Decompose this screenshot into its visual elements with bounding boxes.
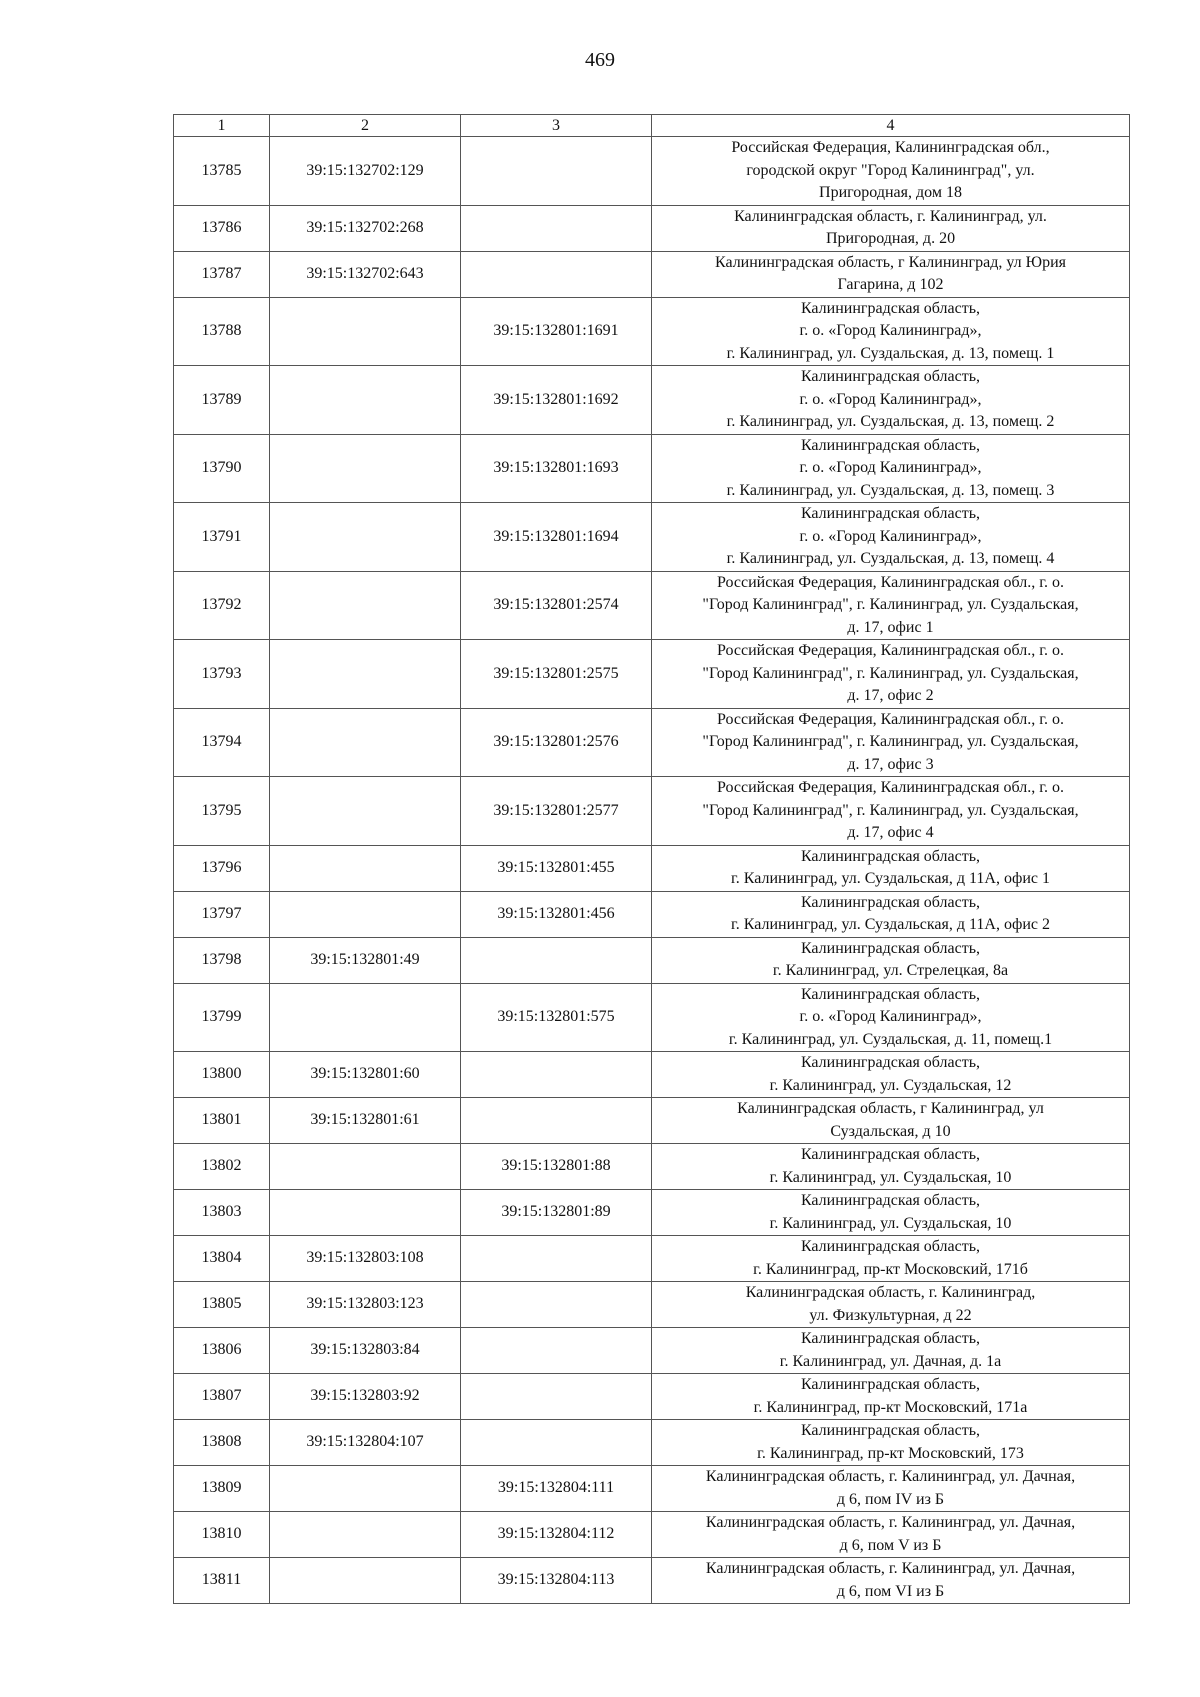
address-line: Калининградская область,	[800, 1422, 981, 1439]
address-cell	[652, 1098, 1130, 1144]
address-line: Суздальская, д 10	[830, 1122, 951, 1140]
table-row	[174, 1236, 1130, 1282]
address-line: Калининградская область,	[800, 1376, 981, 1393]
table-row	[174, 434, 1130, 503]
row-number-cell: 13788	[174, 297, 270, 366]
address-cell	[652, 1512, 1130, 1558]
cadastral-number-cell: 39:15:132801:60	[270, 1052, 461, 1098]
header-col-3: 3	[461, 115, 652, 137]
cadastral-number-cell: 39:15:132801:1693	[461, 434, 652, 503]
address-cell	[652, 1144, 1130, 1190]
address-line: Калининградская область,	[800, 1192, 981, 1209]
cadastral-number-cell: 39:15:132804:111	[461, 1466, 652, 1512]
address-cell	[652, 366, 1130, 435]
cadastral-number-cell: 39:15:132801:1692	[461, 366, 652, 435]
cadastral-number-cell	[461, 205, 652, 251]
row-number-cell: 13785	[174, 137, 270, 206]
address-line: г. о. «Город Калининград»,	[799, 1008, 982, 1025]
address-cell	[652, 571, 1130, 640]
row-number-cell: 13809	[174, 1466, 270, 1512]
row-number-cell: 13790	[174, 434, 270, 503]
address-cell	[652, 708, 1130, 777]
address-line: "Город Калининград", г. Калининград, ул. Суздальская,	[702, 596, 1079, 613]
row-number-cell: 13806	[174, 1328, 270, 1374]
address-line: Пригородная, дом 18	[819, 184, 962, 201]
cadastral-number-cell	[270, 434, 461, 503]
table-row	[174, 1098, 1130, 1144]
address-cell	[652, 1466, 1130, 1512]
cadastral-number-cell	[461, 1420, 652, 1466]
cadastral-number-cell: 39:15:132702:643	[270, 251, 461, 297]
cadastral-number-cell: 39:15:132804:112	[461, 1512, 652, 1558]
table-row	[174, 1374, 1130, 1420]
cadastral-number-cell: 39:15:132801:89	[461, 1190, 652, 1236]
row-number-cell: 13793	[174, 640, 270, 709]
cadastral-number-cell: 39:15:132803:92	[270, 1374, 461, 1420]
table-row	[174, 137, 1130, 206]
table-row	[174, 297, 1130, 366]
cadastral-number-cell	[270, 1466, 461, 1512]
row-number-cell: 13794	[174, 708, 270, 777]
address-line: г. о. «Город Калининград»,	[799, 390, 982, 408]
table-row	[174, 366, 1130, 435]
address-cell	[652, 891, 1130, 937]
table-header	[174, 115, 1130, 137]
row-number-cell: 13796	[174, 845, 270, 891]
table-row	[174, 937, 1130, 983]
cadastral-number-cell: 39:15:132801:456	[461, 891, 652, 937]
row-number-cell: 13791	[174, 503, 270, 572]
registry-table	[173, 114, 1130, 1604]
cadastral-number-cell	[270, 640, 461, 709]
address-line: "Город Калининград", г. Калининград, ул. Суздальская,	[702, 733, 1079, 750]
table-body	[174, 137, 1130, 1604]
cadastral-number-cell	[461, 1236, 652, 1282]
table-row	[174, 983, 1130, 1052]
cadastral-number-cell	[270, 1512, 461, 1558]
address-line: г. о. «Город Калининград»,	[799, 459, 982, 476]
address-line: г. Калининград, ул. Суздальская, д. 13, помещ. 4	[726, 550, 1055, 567]
cadastral-number-cell	[270, 708, 461, 777]
address-line: д 6, пом VI из Б	[836, 1582, 945, 1600]
row-number-cell: 13798	[174, 937, 270, 983]
address-line: Российская Федерация, Калининградская обл., г. о.	[717, 573, 1064, 591]
cadastral-number-cell	[461, 1328, 652, 1374]
table-row	[174, 1190, 1130, 1236]
address-line: г. Калининград, ул. Суздальская, 12	[769, 1076, 1012, 1094]
row-number-cell: 13801	[174, 1098, 270, 1144]
address-cell	[652, 1374, 1130, 1420]
address-line: ул. Физкультурная, д 22	[809, 1306, 972, 1324]
cadastral-number-cell: 39:15:132801:1694	[461, 503, 652, 572]
address-line: Калининградская область, г. Калининград, ул. Дачная,	[705, 1514, 1076, 1531]
address-line: Калининградская область,	[800, 1146, 981, 1163]
address-cell	[652, 137, 1130, 206]
table-row	[174, 845, 1130, 891]
address-line: г. Калининград, ул. Суздальская, 10	[769, 1214, 1012, 1232]
address-line: г. Калининград, пр-кт Московский, 173	[757, 1444, 1024, 1462]
address-line: д. 17, офис 3	[847, 755, 934, 773]
cadastral-number-cell: 39:15:132803:123	[270, 1282, 461, 1328]
address-line: д. 17, офис 2	[847, 687, 934, 704]
row-number-cell: 13799	[174, 983, 270, 1052]
address-line: Гагарина, д 102	[837, 276, 944, 293]
cadastral-number-cell: 39:15:132801:575	[461, 983, 652, 1052]
address-line: г. Калининград, ул. Стрелецкая, 8а	[772, 962, 1009, 979]
row-number-cell: 13800	[174, 1052, 270, 1098]
address-cell	[652, 1558, 1130, 1604]
cadastral-number-cell	[461, 1098, 652, 1144]
cadastral-number-cell: 39:15:132801:2576	[461, 708, 652, 777]
address-line: Калининградская область, г. Калининград,	[745, 1284, 1036, 1301]
address-line: Калининградская область, г Калининград, ул	[737, 1100, 1044, 1117]
address-line: Российская Федерация, Калининградская обл., г. о.	[717, 642, 1064, 659]
cadastral-number-cell: 39:15:132702:129	[270, 137, 461, 206]
address-line: Калининградская область,	[800, 893, 981, 911]
row-number-cell: 13802	[174, 1144, 270, 1190]
address-line: г. Калининград, ул. Суздальская, д. 13, помещ. 3	[726, 481, 1055, 499]
row-number-cell: 13810	[174, 1512, 270, 1558]
cadastral-number-cell	[270, 503, 461, 572]
table-row	[174, 503, 1130, 572]
address-line: Калининградская область,	[800, 985, 981, 1003]
address-cell	[652, 845, 1130, 891]
address-cell	[652, 205, 1130, 251]
cadastral-number-cell	[270, 891, 461, 937]
address-line: г. Калининград, пр-кт Московский, 171б	[753, 1260, 1028, 1278]
address-cell	[652, 1190, 1130, 1236]
address-cell	[652, 1052, 1130, 1098]
table-row	[174, 1512, 1130, 1558]
address-cell	[652, 1282, 1130, 1328]
row-number-cell: 13789	[174, 366, 270, 435]
address-line: городской округ "Город Калининград", ул.	[746, 161, 1035, 179]
address-line: д. 17, офис 4	[847, 824, 934, 841]
cadastral-number-cell: 39:15:132803:84	[270, 1328, 461, 1374]
header-row	[174, 115, 1130, 137]
cadastral-number-cell	[270, 1190, 461, 1236]
row-number-cell: 13807	[174, 1374, 270, 1420]
address-cell	[652, 297, 1130, 366]
table-row	[174, 1144, 1130, 1190]
address-line: д 6, пом V из Б	[839, 1536, 942, 1554]
address-line: Калининградская область,	[800, 299, 981, 317]
table-row	[174, 1466, 1130, 1512]
address-cell	[652, 1328, 1130, 1374]
row-number-cell: 13804	[174, 1236, 270, 1282]
cadastral-number-cell	[461, 251, 652, 297]
table-row	[174, 777, 1130, 846]
cadastral-number-cell	[270, 297, 461, 366]
address-line: г. о. «Город Калининград»,	[799, 322, 982, 339]
address-cell	[652, 503, 1130, 572]
table-row	[174, 205, 1130, 251]
table-row	[174, 251, 1130, 297]
cadastral-number-cell	[270, 1558, 461, 1604]
address-line: г. Калининград, ул. Суздальская, д. 11, помещ.1	[728, 1030, 1053, 1048]
address-cell	[652, 1420, 1130, 1466]
cadastral-number-cell: 39:15:132801:2577	[461, 777, 652, 846]
header-col-1: 1	[174, 115, 270, 137]
cadastral-number-cell	[270, 777, 461, 846]
address-line: Калининградская область, г Калининград, ул Юрия	[714, 253, 1066, 271]
address-line: Калининградская область, г. Калининград, ул.	[734, 207, 1047, 225]
address-line: г. о. «Город Калининград»,	[799, 527, 982, 545]
cadastral-number-cell: 39:15:132801:61	[270, 1098, 461, 1144]
address-line: Калининградская область,	[800, 1330, 981, 1347]
row-number-cell: 13803	[174, 1190, 270, 1236]
row-number-cell: 13792	[174, 571, 270, 640]
address-line: Калининградская область,	[800, 1238, 981, 1255]
header-col-2: 2	[270, 115, 461, 137]
cadastral-number-cell: 39:15:132801:1691	[461, 297, 652, 366]
address-line: Калининградская область,	[800, 368, 981, 385]
row-number-cell: 13787	[174, 251, 270, 297]
cadastral-number-cell	[270, 845, 461, 891]
address-line: г. Калининград, ул. Суздальская, 10	[769, 1168, 1012, 1186]
address-line: г. Калининград, ул. Суздальская, д 11А, офис 1	[731, 870, 1050, 887]
address-cell	[652, 983, 1130, 1052]
address-line: г. Калининград, ул. Суздальская, д. 13, помещ. 1	[726, 344, 1055, 362]
address-line: Российская Федерация, Калининградская обл., г. о.	[717, 779, 1064, 796]
table-row	[174, 1282, 1130, 1328]
table-row	[174, 1558, 1130, 1604]
address-line: Калининградская область, г. Калининград, ул. Дачная,	[705, 1560, 1076, 1577]
address-line: Калининградская область,	[800, 436, 981, 454]
address-line: д 6, пом IV из Б	[836, 1490, 945, 1508]
row-number-cell: 13786	[174, 205, 270, 251]
address-line: г. Калининград, ул. Суздальская, д 11А, офис 2	[731, 916, 1050, 933]
address-cell	[652, 251, 1130, 297]
address-line: Калининградская область, г. Калининград, ул. Дачная,	[705, 1468, 1076, 1485]
address-line: Калининградская область,	[800, 847, 981, 865]
address-line: "Город Калининград", г. Калининград, ул. Суздальская,	[702, 801, 1079, 819]
address-line: г. Калининград, ул. Дачная, д. 1а	[779, 1352, 1002, 1370]
address-line: "Город Калининград", г. Калининград, ул. Суздальская,	[702, 664, 1079, 682]
cadastral-number-cell: 39:15:132702:268	[270, 205, 461, 251]
table-row	[174, 571, 1130, 640]
table-row	[174, 1420, 1130, 1466]
address-cell	[652, 1236, 1130, 1282]
address-cell	[652, 777, 1130, 846]
cadastral-number-cell	[270, 571, 461, 640]
address-line: Калининградская область,	[800, 505, 981, 522]
cadastral-number-cell	[461, 937, 652, 983]
row-number-cell: 13811	[174, 1558, 270, 1604]
cadastral-number-cell: 39:15:132801:2575	[461, 640, 652, 709]
table-row	[174, 891, 1130, 937]
cadastral-number-cell	[461, 137, 652, 206]
cadastral-number-cell	[461, 1282, 652, 1328]
address-cell	[652, 937, 1130, 983]
table-row	[174, 640, 1130, 709]
cadastral-number-cell	[461, 1052, 652, 1098]
header-col-4: 4	[652, 115, 1130, 137]
cadastral-number-cell	[270, 983, 461, 1052]
cadastral-number-cell: 39:15:132801:88	[461, 1144, 652, 1190]
address-line: Пригородная, д. 20	[825, 230, 956, 247]
address-line: Калининградская область,	[800, 1054, 981, 1071]
cadastral-number-cell: 39:15:132801:49	[270, 937, 461, 983]
row-number-cell: 13805	[174, 1282, 270, 1328]
page-number: 469	[585, 49, 615, 71]
address-line: г. Калининград, пр-кт Московский, 171а	[753, 1398, 1028, 1416]
table-row	[174, 1052, 1130, 1098]
address-cell	[652, 434, 1130, 503]
address-line: г. Калининград, ул. Суздальская, д. 13, помещ. 2	[726, 413, 1055, 430]
address-cell	[652, 640, 1130, 709]
table-row	[174, 708, 1130, 777]
cadastral-number-cell: 39:15:132804:107	[270, 1420, 461, 1466]
row-number-cell: 13795	[174, 777, 270, 846]
cadastral-number-cell	[270, 366, 461, 435]
cadastral-number-cell	[270, 1144, 461, 1190]
row-number-cell: 13797	[174, 891, 270, 937]
cadastral-number-cell: 39:15:132801:2574	[461, 571, 652, 640]
cadastral-number-cell: 39:15:132803:108	[270, 1236, 461, 1282]
cadastral-number-cell: 39:15:132804:113	[461, 1558, 652, 1604]
row-number-cell: 13808	[174, 1420, 270, 1466]
address-line: д. 17, офис 1	[847, 618, 934, 636]
cadastral-number-cell: 39:15:132801:455	[461, 845, 652, 891]
cadastral-number-cell	[461, 1374, 652, 1420]
address-line: Российская Федерация, Калининградская обл., г. о.	[717, 710, 1064, 728]
address-line: Калининградская область,	[800, 939, 981, 957]
address-line: Российская Федерация, Калининградская обл.,	[731, 139, 1050, 156]
table-row	[174, 1328, 1130, 1374]
